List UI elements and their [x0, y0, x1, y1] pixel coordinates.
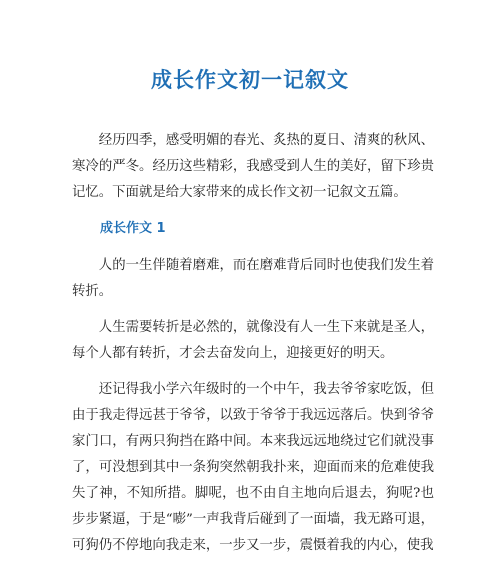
- body-paragraph: 人生需要转折是必然的，就像没有人一生下来就是圣人，每个人都有转折，才会去奋发向上，迎接更好的明天。: [72, 320, 434, 361]
- section-heading: 成长作文 1: [100, 221, 166, 236]
- intro-paragraph: 经历四季，感受明媚的春光、炙热的夏日、清爽的秋风、寒冷的严冬。经历这些精彩，我感受到人生的美好，留下珍贵记忆。下面就是给大家带来的成长作文初一记叙文五篇。: [72, 133, 434, 200]
- body-paragraph: 还记得我小学六年级时的一个中午，我去爷爷家吃饭，但由于我走得远甚于爷爷，以致于爷爷于我远远落后。快到爷爷家门口，有两只狗挡在路中间。本来我远远地绕过它们就没事了，可没想到其中一条狗突然朝我扑来，迎面而来的危难使我失了神，不知所措。脚呢，也不由自主地向后退去，狗呢?也步步紧逼，于是“嘭”一声我背后碰到了一面墙，我无路可退，可狗仍不停地向我走来，一步又一步，震慑着我的内心，使我: [72, 382, 434, 553]
- body-paragraph: 人的一生伴随着磨难，而在磨难背后同时也使我们发生着转折。: [72, 258, 434, 299]
- document-body: [72, 128, 434, 566]
- document-title: 成长作文初一记叙文: [151, 68, 349, 92]
